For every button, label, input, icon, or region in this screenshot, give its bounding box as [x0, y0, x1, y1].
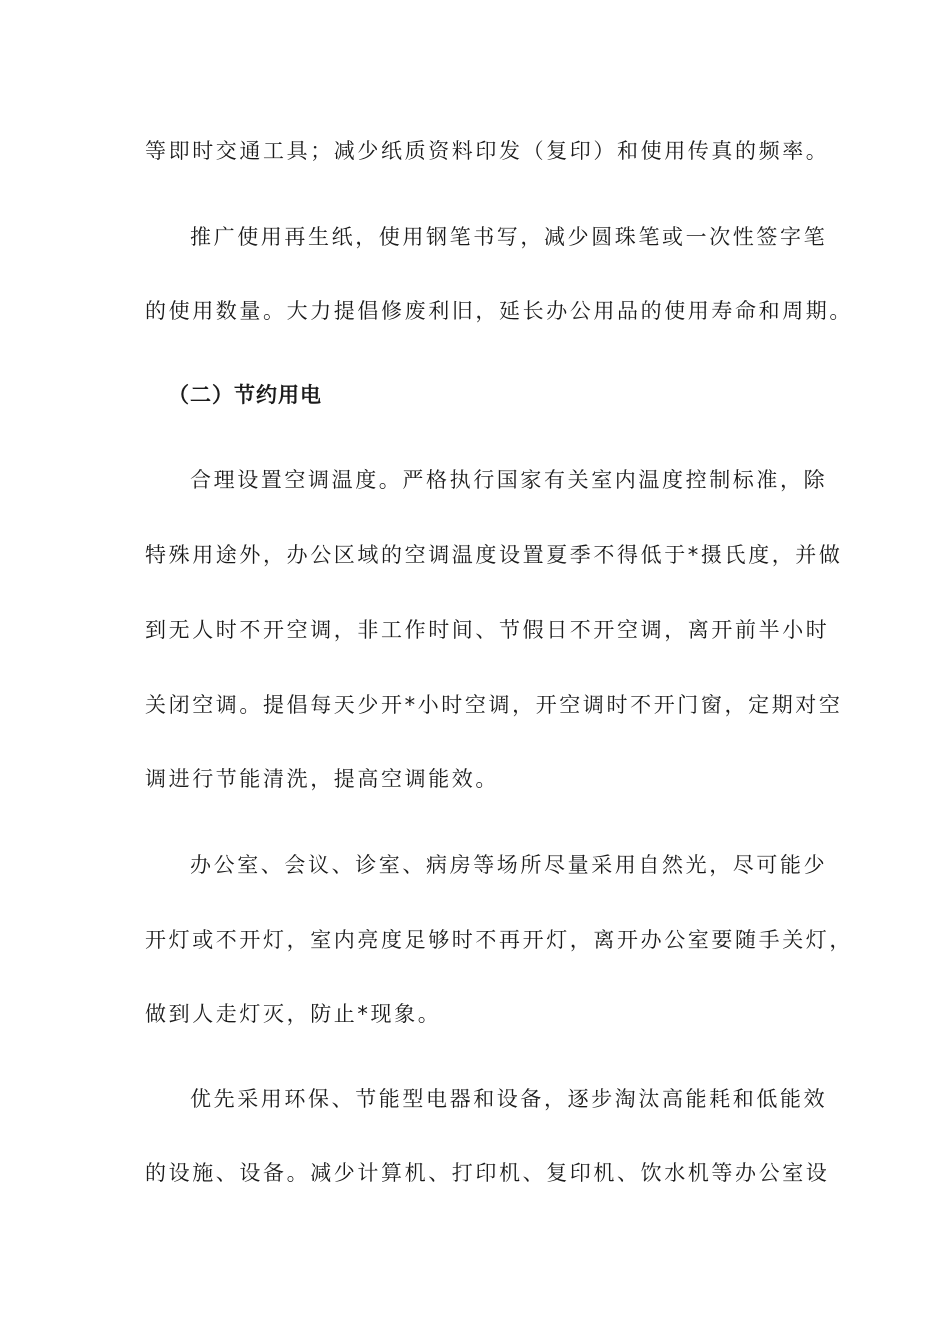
paragraph-line: 优先采用环保、节能型电器和设备，逐步淘汰高能耗和低能效: [190, 1087, 828, 1111]
paragraph-line: 推广使用再生纸，使用钢笔书写，减少圆珠笔或一次性签字笔: [190, 225, 828, 249]
paragraph-line: 到无人时不开空调，非工作时间、节假日不开空调，离开前半小时: [145, 618, 830, 642]
paragraph-line: 调进行节能清洗，提高空调能效。: [145, 767, 499, 791]
paragraph-line: 的设施、设备。减少计算机、打印机、复印机、饮水机等办公室设: [145, 1161, 830, 1185]
paragraph-line: 合理设置空调温度。严格执行国家有关室内温度控制标准，除: [190, 468, 828, 492]
paragraph-line: 开灯或不开灯，室内亮度足够时不再开灯，离开办公室要随手关灯，: [145, 928, 853, 952]
paragraph-line: 做到人走灯灭，防止*现象。: [145, 1002, 442, 1026]
paragraph-line: 关闭空调。提倡每天少开*小时空调，开空调时不开门窗，定期对空: [145, 693, 843, 717]
section-heading: （二）节约用电: [168, 383, 322, 407]
paragraph-line: 的使用数量。大力提倡修废利旧，延长办公用品的使用寿命和周期。: [145, 299, 853, 323]
paragraph-line: 等即时交通工具；减少纸质资料印发（复印）和使用传真的频率。: [145, 139, 830, 163]
paragraph-line: 特殊用途外，办公区域的空调温度设置夏季不得低于*摄氏度，并做: [145, 543, 843, 567]
paragraph-line: 办公室、会议、诊室、病房等场所尽量采用自然光，尽可能少: [190, 853, 828, 877]
